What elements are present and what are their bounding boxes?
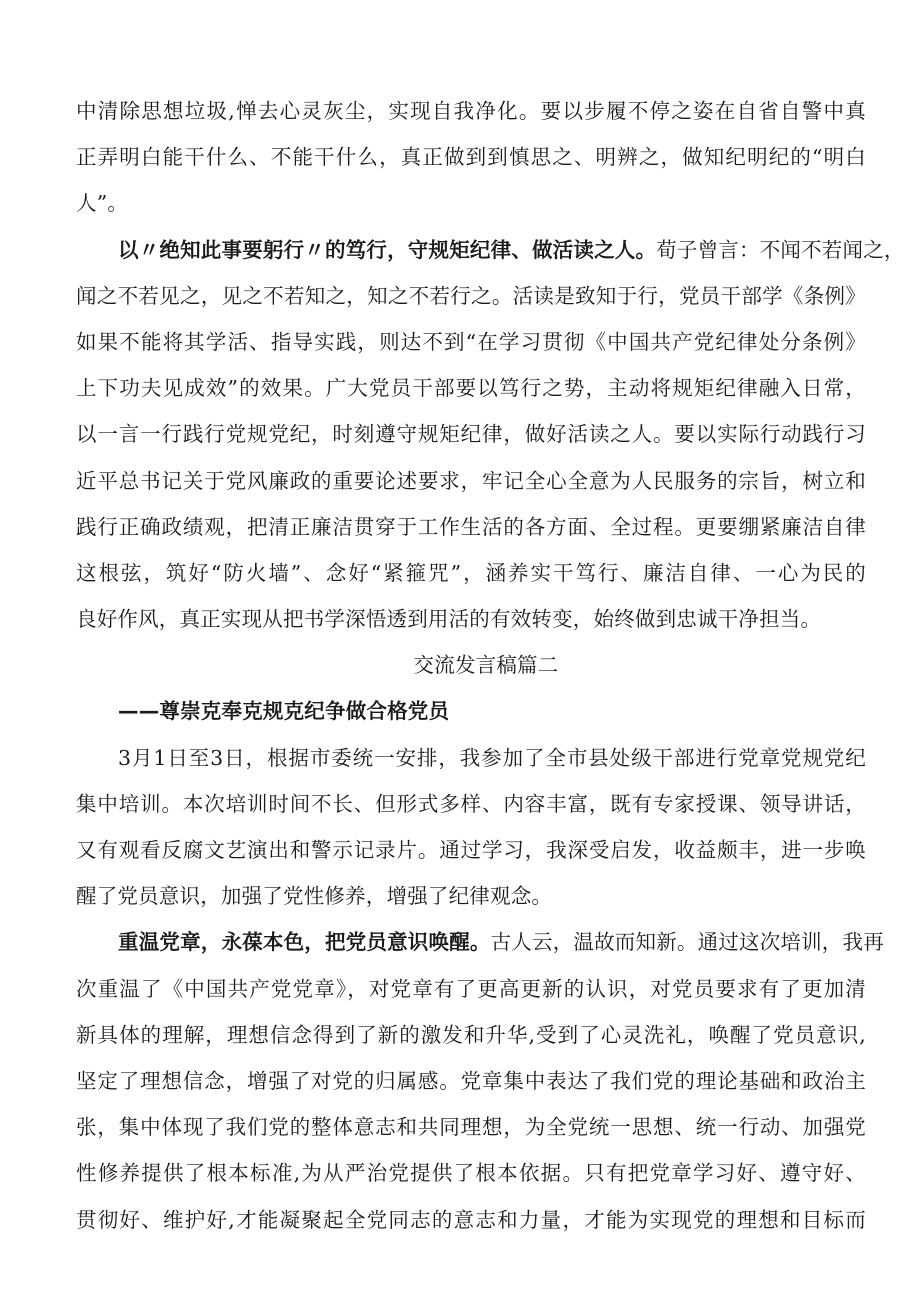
text-line: 又有观看反腐文艺演出和警示记录片。通过学习，我深受启发，收益颇丰，进一步唤 <box>76 838 866 862</box>
text-line: 3月1日至3日，根据市委统一安排，我参加了全市县处级干部进行党章党规党纪 <box>118 745 866 770</box>
paragraph-lead: 重温党章，永葆本色，把党员意识唤醒。 <box>118 930 491 955</box>
text-line: 如果不能将其学活、指导实践，则达不到“在学习贯彻《中国共产党纪律处分条例》 <box>76 329 866 354</box>
text-line <box>76 919 884 965</box>
text-line: 性修养提供了根本标准,为从严治党提供了根本依据。只有把党章学习好、遵守好、 <box>76 1161 866 1186</box>
text-line: 近平总书记关于党风廉政的重要论述要求，牢记全心全意为人民服务的宗旨，树立和 <box>76 468 866 493</box>
text-line: 践行正确政绩观，把清正廉洁贯穿于工作生活的各方面、全过程。更要绷紧廉洁自律 <box>76 514 866 539</box>
text-line: 新具体的理解，理想信念得到了新的激发和升华,受到了心灵洗礼，唤醒了党员意识, <box>76 1022 866 1047</box>
text-line: 次重温了《中国共产党党章》，对党章有了更高更新的认识，对党员要求有了更加清 <box>76 976 866 1001</box>
text-line: 上下功夫见成效”的效果。广大党员干部要以笃行之势，主动将规矩纪律融入日常， <box>76 376 866 401</box>
section-subtitle: ——尊崇克奉克规克纪争做合格党员 <box>118 699 450 724</box>
text-line: 这根弦，筑好“防火墙”、念好“紧箍咒”，涵养实干笃行、廉洁自律、一心为民的 <box>76 560 866 585</box>
text-line: 闻之不若见之，见之不若知之，知之不若行之。活读是致知于行，党员干部学《条例》 <box>76 283 866 308</box>
paragraph-lead-rest: 古人云，温故而知新。通过这次培训，我再 <box>490 930 884 955</box>
text-line: 张，集中体现了我们党的整体意志和共同理想，为全党统一思想、统一行动、加强党 <box>76 1115 866 1140</box>
section-heading: 交流发言稿篇二 <box>413 653 559 678</box>
paragraph-2 <box>76 227 905 643</box>
text-line: 正弄明白能干什么、不能干什么，真正做到到慎思之、明辨之，做知纪明纪的“明白 <box>76 145 866 170</box>
text-line: 以一言一行践行党规党纪，时刻遵守规矩纪律，做好活读之人。要以实际行动践行习 <box>76 422 866 447</box>
paragraph-3 <box>76 735 866 920</box>
text-line: 醒了党员意识，加强了党性修养，增强了纪律观念。 <box>76 884 553 909</box>
text-line: 坚定了理想信念，增强了对党的归属感。党章集中表达了我们党的理论基础和政治主 <box>76 1068 866 1093</box>
paragraph-lead: 以〃绝知此事要躬行〃的笃行，守规矩纪律、做活读之人。 <box>118 237 657 262</box>
text-line: 中清除思想垃圾,惮去心灵灰尘，实现自我净化。要以步履不停之姿在自省自警中真 <box>76 99 866 123</box>
text-line: 集中培训。本次培训时间不长、但形式多样、内容丰富，既有专家授课、领导讲话， <box>76 791 866 816</box>
text-line: 人”。 <box>76 191 129 216</box>
text-line: 良好作风，真正实现从把书学深悟透到用活的有效转变，始终做到忠诚干净担当。 <box>76 607 822 632</box>
paragraph-1 <box>76 88 866 227</box>
paragraph-lead-rest: 荀子曾言：不闻不若闻之， <box>656 237 905 262</box>
text-line: 贯彻好、维护好,才能凝聚起全党同志的意志和力量，才能为实现党的理想和目标而 <box>76 1207 866 1232</box>
paragraph-4 <box>76 919 884 1242</box>
document-page <box>76 88 905 1243</box>
text-line <box>76 227 905 273</box>
